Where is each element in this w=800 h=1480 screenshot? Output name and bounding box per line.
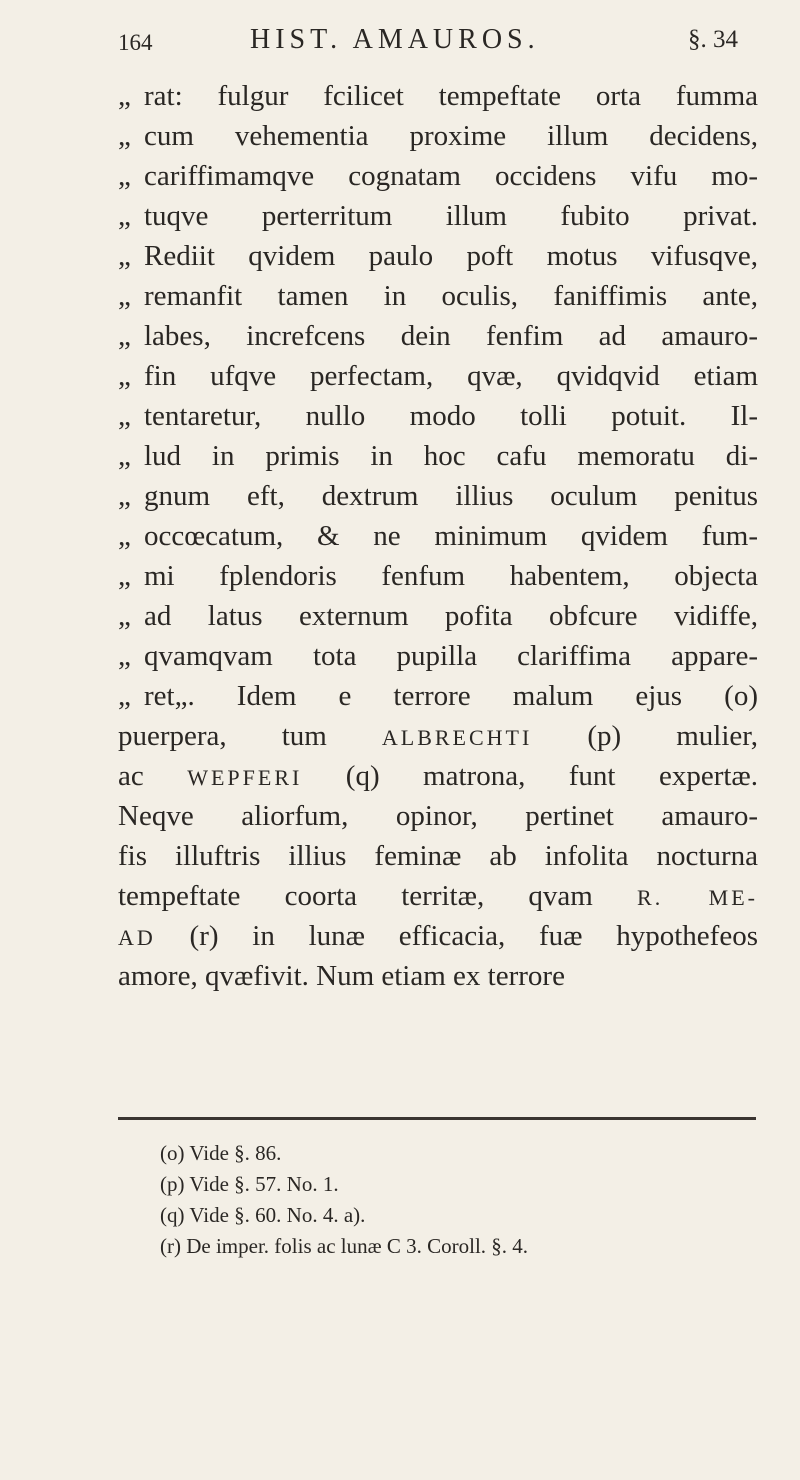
- page-number: 164: [118, 30, 153, 55]
- quote-mark: „: [118, 640, 131, 672]
- running-title: HIST. AMAUROS.: [250, 24, 540, 55]
- quote-mark: „: [118, 480, 131, 512]
- line-text: Rediit qvidem paulo poft motus vifusqve,: [144, 240, 758, 272]
- text-line: [118, 796, 758, 836]
- quote-mark: „: [118, 600, 131, 632]
- line-text: puerpera, tum: [118, 720, 382, 752]
- line-text: remanfit tamen in oculis, faniffimis ante,: [144, 280, 758, 312]
- line-text: mi fplendoris fenfum habentem, objecta: [144, 560, 758, 592]
- text-line: [118, 356, 758, 396]
- line-text: amore, qvæfivit. Num etiam ex terrore: [118, 960, 565, 992]
- quote-mark: „: [118, 360, 131, 392]
- author-name: ALBRECHTI: [381, 725, 533, 750]
- line-text: tempeftate coorta territæ, qvam: [118, 880, 638, 912]
- line-text: tentaretur, nullo modo tolli potuit. Il-: [144, 400, 758, 432]
- line-text: occœcatum, & ne minimum qvidem fum-: [144, 520, 758, 552]
- quote-mark: „: [118, 280, 131, 312]
- line-text: ac: [118, 760, 188, 792]
- footnote: (p) Vide §. 57. No. 1.: [160, 1172, 339, 1196]
- line-text: lud in primis in hoc cafu memoratu di-: [144, 440, 758, 472]
- running-header: [118, 22, 738, 62]
- quote-mark: „: [118, 200, 131, 232]
- line-text: fin ufqve perfectam, qvæ, qvidqvid etiam: [144, 360, 758, 392]
- author-name: WEPFERI: [187, 765, 303, 790]
- quote-mark: „: [118, 120, 131, 152]
- author-name: AD: [118, 925, 156, 950]
- line-text: (p) mulier,: [532, 720, 759, 752]
- quote-mark: „: [118, 240, 131, 272]
- line-text: Neqve aliorfum, opinor, pertinet amauro-: [118, 800, 758, 832]
- line-text: tuqve perterritum illum fubito privat.: [144, 200, 758, 232]
- text-line: [118, 476, 758, 516]
- line-text: fis illuftris illius feminæ ab infolita nocturna: [118, 840, 758, 872]
- text-line: [118, 516, 758, 556]
- text-line: [118, 636, 758, 676]
- line-text: qvamqvam tota pupilla clariffima appare-: [144, 640, 758, 672]
- footnote: (q) Vide §. 60. No. 4. a).: [160, 1203, 366, 1227]
- text-line: [118, 676, 758, 716]
- line-text: (r) in lunæ efficacia, fuæ hypothefeos: [155, 920, 758, 952]
- text-line: [118, 596, 758, 636]
- text-line: [118, 276, 758, 316]
- quote-mark: „: [118, 80, 131, 112]
- text-line: [118, 316, 758, 356]
- section-number: §. 34: [688, 26, 738, 53]
- quote-mark: „: [118, 320, 131, 352]
- author-name: R. ME-: [637, 885, 759, 910]
- quote-mark: „: [118, 520, 131, 552]
- quote-mark: „: [118, 560, 131, 592]
- line-text: (q) matrona, funt expertæ.: [302, 760, 758, 792]
- line-text: ad latus externum pofita obfcure vidiffe,: [144, 600, 758, 632]
- line-text: ret„. Idem e terrore malum ejus (o): [144, 680, 758, 712]
- text-line: [118, 876, 758, 916]
- line-text: cariffimamqve cognatam occidens vifu mo-: [144, 160, 758, 192]
- text-line: [118, 396, 758, 436]
- text-line: [118, 196, 758, 236]
- text-line: [118, 436, 758, 476]
- text-line: [118, 156, 758, 196]
- line-text: cum vehementia proxime illum decidens,: [144, 120, 758, 152]
- text-line: [118, 556, 758, 596]
- quote-mark: „: [118, 440, 131, 472]
- text-line: [118, 916, 758, 956]
- text-line: [118, 716, 758, 756]
- quote-mark: „: [118, 160, 131, 192]
- footnote: (r) De imper. folis ac lunæ C 3. Coroll. §. 4.: [160, 1234, 529, 1258]
- quote-mark: „: [118, 400, 131, 432]
- text-line: [118, 836, 758, 876]
- text-line: [118, 116, 758, 156]
- footnote-rule: [118, 1117, 756, 1120]
- line-text: labes, increfcens dein fenfim ad amauro-: [144, 320, 758, 352]
- quote-mark: „: [118, 680, 131, 712]
- line-text: rat: fulgur fcilicet tempeftate orta fumma: [144, 80, 758, 112]
- text-line: [118, 236, 758, 276]
- text-line: [118, 956, 758, 996]
- body-text: [118, 76, 758, 996]
- footnotes: [160, 1138, 760, 1262]
- text-line: [118, 756, 758, 796]
- line-text: gnum eft, dextrum illius oculum penitus: [144, 480, 758, 512]
- footnote: (o) Vide §. 86.: [160, 1141, 282, 1165]
- text-line: [118, 76, 758, 116]
